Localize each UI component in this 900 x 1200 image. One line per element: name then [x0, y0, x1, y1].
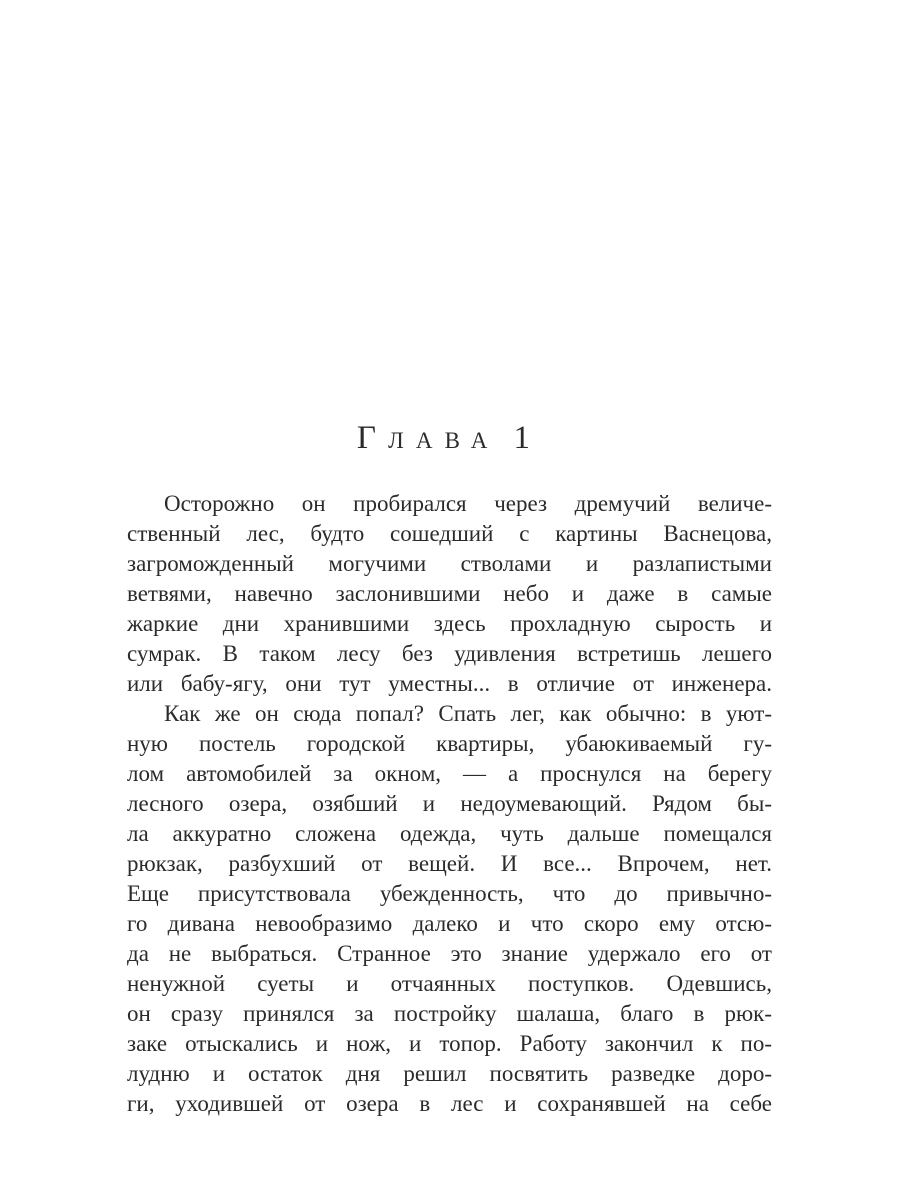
text-line: Еще присутствовала убежденность, что до привычно- — [127, 881, 772, 906]
chapter-heading-initial: Г — [356, 420, 389, 456]
text-line: загроможденный могучими стволами и разлапистыми — [127, 551, 772, 576]
text-line: ветвями, навечно заслонившими небо и даже в самые — [127, 581, 772, 606]
text-line: ненужной суеты и отчаянных поступков. Одевшись, — [127, 971, 772, 996]
text-line: Как же он сюда попал? Спать лег, как обычно: в уют- — [164, 701, 772, 726]
text-line: заке отыскались и нож, и топор. Работу закончил к по- — [127, 1031, 772, 1056]
text-line: он сразу принялся за постройку шалаша, благо в рюк- — [127, 1001, 772, 1026]
text-line: сумрак. В таком лесу без удивления встретишь лешего — [127, 641, 772, 666]
text-line: ги, уходившей от озера в лес и сохранявшей на себе — [127, 1091, 772, 1116]
text-line: го дивана невообразимо далеко и что скоро ему отсю- — [127, 911, 772, 936]
paragraph — [127, 489, 772, 699]
text-line: да не выбраться. Странное это знание удержало его от — [127, 941, 772, 966]
text-line: ственный лес, будто сошедший с картины Васнецова, — [127, 521, 772, 546]
body-text — [127, 489, 772, 1119]
chapter-heading — [127, 419, 772, 459]
text-line: лудню и остаток дня решил посвятить разведке доро- — [127, 1061, 772, 1086]
text-line: Осторожно он пробирался через дремучий величе- — [164, 491, 772, 516]
paragraph — [127, 699, 772, 1119]
text-line: или бабу-ягу, они тут уместны... в отличие от инженера. — [127, 671, 772, 696]
text-line: ную постель городской квартиры, убаюкиваемый гу- — [127, 731, 772, 756]
chapter-number: 1 — [513, 420, 543, 456]
text-column — [127, 419, 772, 1119]
text-line: ла аккуратно сложена одежда, чуть дальше помещался — [127, 821, 772, 846]
text-line: лом автомобилей за окном, — а проснулся на берегу — [127, 761, 772, 786]
text-line: рюкзак, разбухший от вещей. И все... Впрочем, нет. — [127, 851, 772, 876]
chapter-heading-rest: ЛАВА — [388, 428, 500, 453]
text-line: жаркие дни хранившими здесь прохладную сырость и — [127, 611, 772, 636]
text-line: лесного озера, озябший и недоумевающий. Рядом бы- — [127, 791, 772, 816]
